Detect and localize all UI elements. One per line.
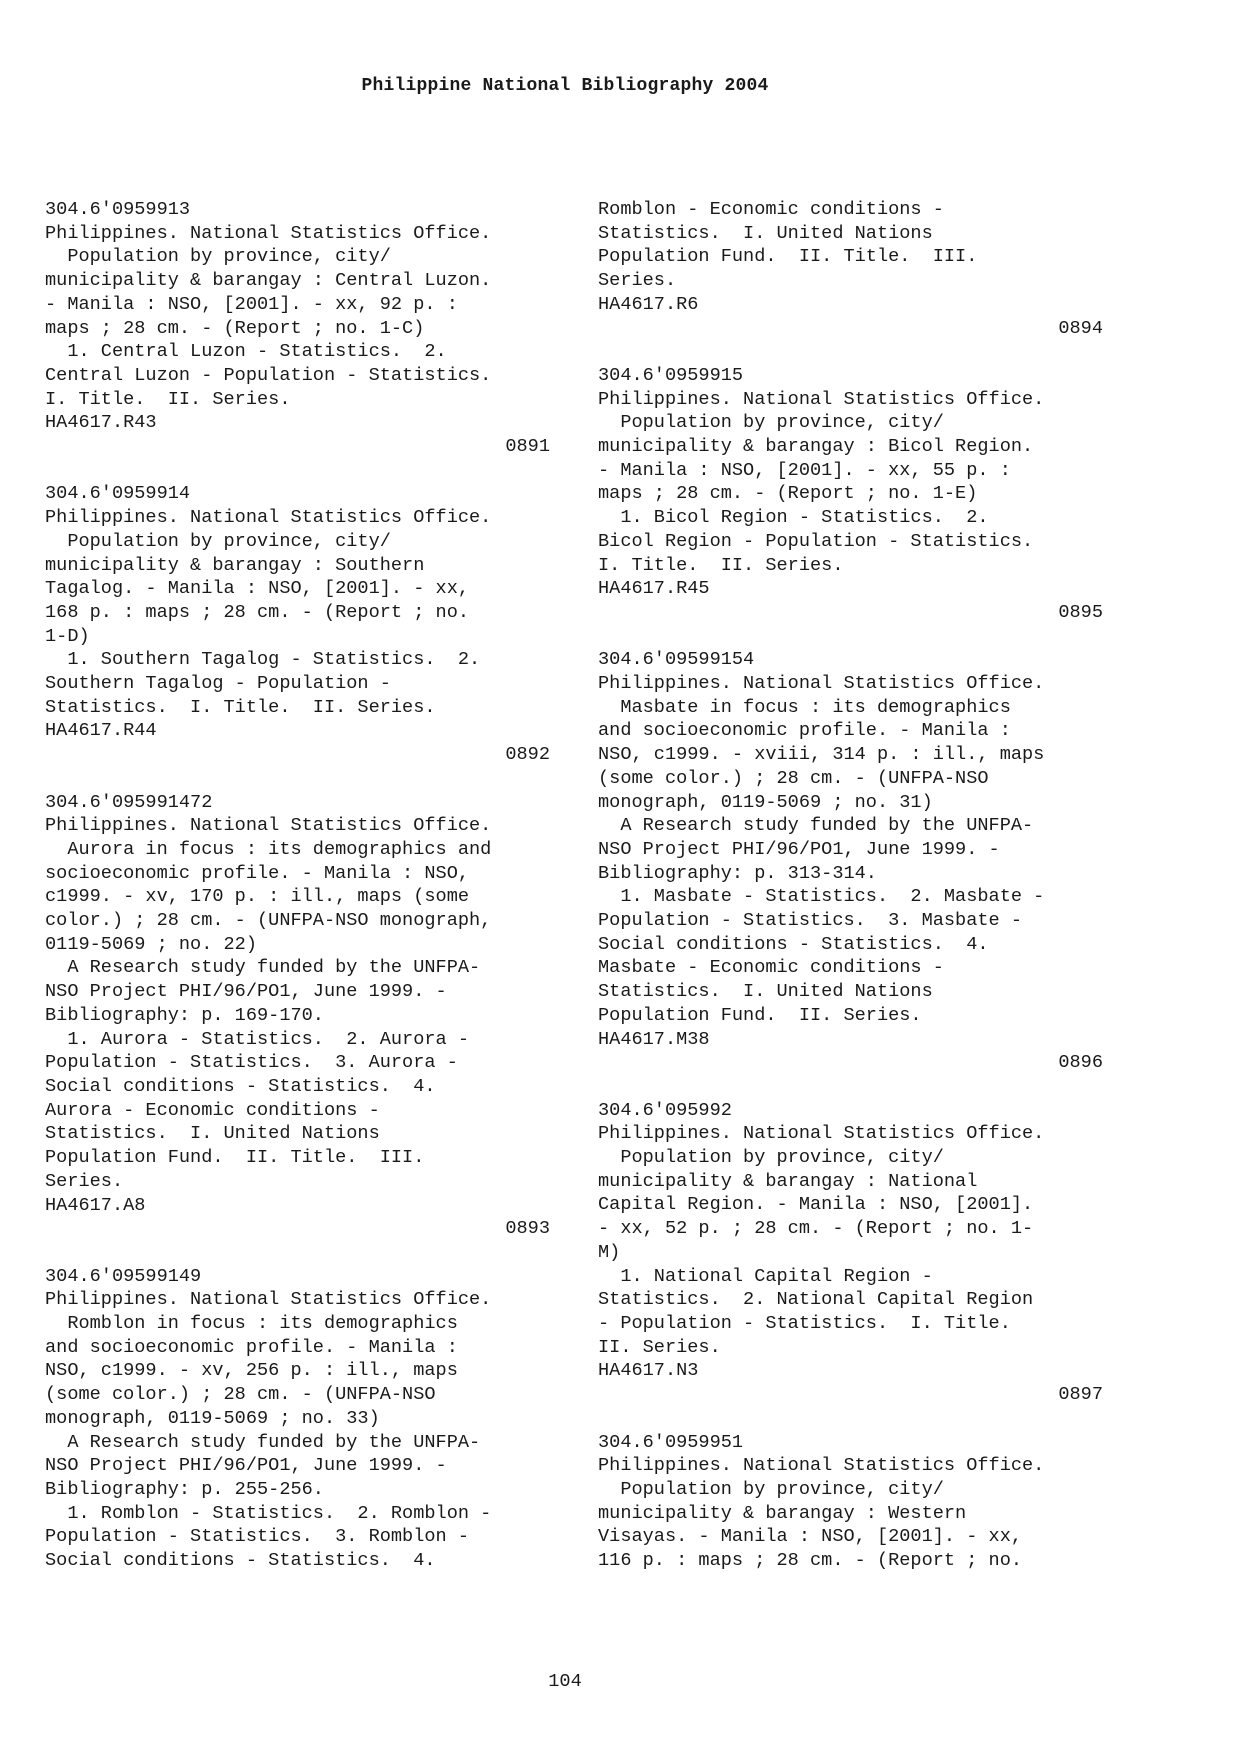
entry-number: 0893 <box>505 1218 550 1240</box>
entry-line: Population Fund. II. Title. III. <box>598 246 978 268</box>
entry-line: Central Luzon - Population - Statistics. <box>45 364 492 386</box>
entry-line: Population - Statistics. 3. Aurora - <box>45 1052 458 1074</box>
entry-line: 1. Bicol Region - Statistics. 2. <box>598 507 989 529</box>
bibliography-entry <box>598 198 1103 340</box>
entry-line: Philippines. National Statistics Office. <box>45 222 492 244</box>
bibliography-entry <box>45 198 550 459</box>
entry-number: 0892 <box>505 744 550 766</box>
entry-line: Population by province, city/ <box>45 530 391 552</box>
left-column <box>45 198 550 1596</box>
entry-line: Population - Statistics. 3. Masbate - <box>598 910 1023 932</box>
entry-line: Population by province, city/ <box>598 1147 944 1169</box>
entry-line: Population Fund. II. Title. III. <box>45 1147 425 1169</box>
entry-line: municipality & barangay : Southern <box>45 554 425 576</box>
bibliography-entry <box>45 482 550 766</box>
entry-line: I. Title. II. Series. <box>45 388 291 410</box>
bibliography-entry <box>598 648 1103 1075</box>
entry-line: NSO, c1999. - xviii, 314 p. : ill., maps <box>598 744 1045 766</box>
entry-line: - Manila : NSO, [2001]. - xx, 55 p. : <box>598 459 1011 481</box>
entry-line: maps ; 28 cm. - (Report ; no. 1-C) <box>45 317 425 339</box>
entry-line: and socioeconomic profile. - Manila : <box>45 1336 458 1358</box>
entry-number: 0891 <box>505 436 550 458</box>
entry-line: Statistics. I. United Nations <box>598 981 933 1003</box>
entry-line: Aurora in focus : its demographics and <box>45 838 492 860</box>
entry-line: Philippines. National Statistics Office. <box>598 388 1045 410</box>
entry-line: Social conditions - Statistics. 4. <box>45 1075 436 1097</box>
entry-line: Masbate in focus : its demographics <box>598 696 1011 718</box>
entry-line: (some color.) ; 28 cm. - (UNFPA-NSO <box>45 1384 436 1406</box>
entry-number: 0894 <box>1058 317 1103 339</box>
entry-line: A Research study funded by the UNFPA- <box>598 815 1034 837</box>
entry-line: Population - Statistics. 3. Romblon - <box>45 1526 470 1548</box>
entry-line: Bibliography: p. 255-256. <box>45 1478 324 1500</box>
entry-line: NSO Project PHI/96/PO1, June 1999. - <box>45 1455 447 1477</box>
entry-line: 304.6'09599154 <box>598 649 755 671</box>
bibliography-entry <box>598 1099 1103 1407</box>
entry-line: and socioeconomic profile. - Manila : <box>598 720 1011 742</box>
right-column <box>598 198 1103 1596</box>
entry-line: - Manila : NSO, [2001]. - xx, 92 p. : <box>45 293 458 315</box>
entry-line: Philippines. National Statistics Office. <box>45 507 492 529</box>
entry-line: NSO Project PHI/96/PO1, June 1999. - <box>598 838 1000 860</box>
entry-line: 304.6'0959913 <box>45 199 191 220</box>
entry-line: 1. Masbate - Statistics. 2. Masbate - <box>598 886 1045 908</box>
entry-line: 0119-5069 ; no. 22) <box>45 933 258 955</box>
entry-line: Social conditions - Statistics. 4. <box>45 1550 436 1572</box>
entry-line: I. Title. II. Series. <box>598 554 844 576</box>
entry-line: Philippines. National Statistics Office. <box>598 1455 1045 1477</box>
page-header-title: Philippine National Bibliography 2004 <box>361 76 769 96</box>
entry-line: HA4617.A8 <box>45 1194 146 1216</box>
entry-line: A Research study funded by the UNFPA- <box>45 957 481 979</box>
entry-line: municipality & barangay : Bicol Region. <box>598 436 1034 458</box>
entry-line: 116 p. : maps ; 28 cm. - (Report ; no. <box>598 1550 1023 1572</box>
entry-line: c1999. - xv, 170 p. : ill., maps (some <box>45 886 470 908</box>
entry-line: 304.6'0959951 <box>598 1431 744 1453</box>
entry-line: 304.6'095991472 <box>45 791 213 813</box>
entry-line: 304.6'0959914 <box>45 483 191 505</box>
entry-line: municipality & barangay : Central Luzon. <box>45 270 492 292</box>
entry-line: Philippines. National Statistics Office. <box>598 673 1045 695</box>
entry-line: Bibliography: p. 313-314. <box>598 862 877 884</box>
entry-line: 168 p. : maps ; 28 cm. - (Report ; no. <box>45 601 470 623</box>
entry-line: 304.6'09599149 <box>45 1265 202 1287</box>
entry-line: (some color.) ; 28 cm. - (UNFPA-NSO <box>598 767 989 789</box>
entry-line: HA4617.R43 <box>45 412 157 434</box>
entry-line: 1. Romblon - Statistics. 2. Romblon - <box>45 1502 492 1524</box>
bibliography-entry <box>45 791 550 1241</box>
entry-line: monograph, 0119-5069 ; no. 33) <box>45 1407 380 1429</box>
entry-line: Series. <box>45 1170 124 1192</box>
entry-line: Aurora - Economic conditions - <box>45 1099 380 1121</box>
entry-number: 0896 <box>1058 1052 1103 1074</box>
entry-line: HA4617.R6 <box>598 293 699 315</box>
entry-line: - xx, 52 p. ; 28 cm. - (Report ; no. 1- <box>598 1218 1034 1240</box>
entry-line: Population by province, city/ <box>45 246 391 268</box>
entry-number: 0895 <box>1058 601 1103 623</box>
entry-line: Capital Region. - Manila : NSO, [2001]. <box>598 1194 1034 1216</box>
entry-line: Statistics. I. United Nations <box>598 222 933 244</box>
entry-line: Philippines. National Statistics Office. <box>45 1289 492 1311</box>
entry-line: A Research study funded by the UNFPA- <box>45 1431 481 1453</box>
entry-line: color.) ; 28 cm. - (UNFPA-NSO monograph, <box>45 910 492 932</box>
entry-line: municipality & barangay : National <box>598 1170 978 1192</box>
entry-line: NSO Project PHI/96/PO1, June 1999. - <box>45 981 447 1003</box>
entry-line: Tagalog. - Manila : NSO, [2001]. - xx, <box>45 578 470 600</box>
entry-line: 1-D) <box>45 625 90 647</box>
entry-line: Visayas. - Manila : NSO, [2001]. - xx, <box>598 1526 1023 1548</box>
entry-line: HA4617.R44 <box>45 720 157 742</box>
entry-line: Philippines. National Statistics Office. <box>598 1123 1045 1145</box>
entry-line: M) <box>598 1241 621 1263</box>
entry-line: Masbate - Economic conditions - <box>598 957 944 979</box>
bibliography-entry <box>598 364 1103 625</box>
entry-line: Bibliography: p. 169-170. <box>45 1004 324 1026</box>
entry-line: Bicol Region - Population - Statistics. <box>598 530 1034 552</box>
entry-line: 1. Central Luzon - Statistics. 2. <box>45 341 447 363</box>
entry-line: Romblon in focus : its demographics <box>45 1313 458 1334</box>
entry-number: 0897 <box>1058 1384 1103 1406</box>
entry-line: Philippines. National Statistics Office. <box>45 815 492 837</box>
entry-line: Statistics. I. United Nations <box>45 1123 380 1145</box>
entry-line: Statistics. I. Title. II. Series. <box>45 696 436 718</box>
entry-line: Population by province, city/ <box>598 412 944 434</box>
entry-line: monograph, 0119-5069 ; no. 31) <box>598 791 933 813</box>
entry-line: Social conditions - Statistics. 4. <box>598 933 989 955</box>
entry-line: 1. National Capital Region - <box>598 1265 933 1287</box>
entry-line: 1. Aurora - Statistics. 2. Aurora - <box>45 1028 470 1050</box>
bibliography-entry <box>598 1431 1103 1573</box>
entry-line: maps ; 28 cm. - (Report ; no. 1-E) <box>598 483 978 505</box>
entry-line: 304.6'0959915 <box>598 364 744 386</box>
entry-line: Population Fund. II. Series. <box>598 1004 922 1026</box>
entry-line: Population by province, city/ <box>598 1478 944 1500</box>
entry-line: 304.6'095992 <box>598 1099 732 1121</box>
page-number: 104 <box>548 1671 582 1692</box>
entry-line: II. Series. <box>598 1336 721 1358</box>
entry-line: socioeconomic profile. - Manila : NSO, <box>45 862 470 884</box>
entry-line: Southern Tagalog - Population - <box>45 673 391 695</box>
bibliography-entry <box>45 1265 550 1573</box>
entry-line: HA4617.N3 <box>598 1360 699 1382</box>
entry-line: NSO, c1999. - xv, 256 p. : ill., maps <box>45 1360 458 1382</box>
entry-line: Series. <box>598 270 677 292</box>
entry-line: 1. Southern Tagalog - Statistics. 2. <box>45 649 481 671</box>
entry-line: - Population - Statistics. I. Title. <box>598 1313 1011 1334</box>
entry-line: HA4617.R45 <box>598 578 710 600</box>
entry-line: municipality & barangay : Western <box>598 1502 967 1524</box>
entry-line: Romblon - Economic conditions - <box>598 199 944 220</box>
entry-line: Statistics. 2. National Capital Region <box>598 1289 1034 1311</box>
entry-line: HA4617.M38 <box>598 1028 710 1050</box>
